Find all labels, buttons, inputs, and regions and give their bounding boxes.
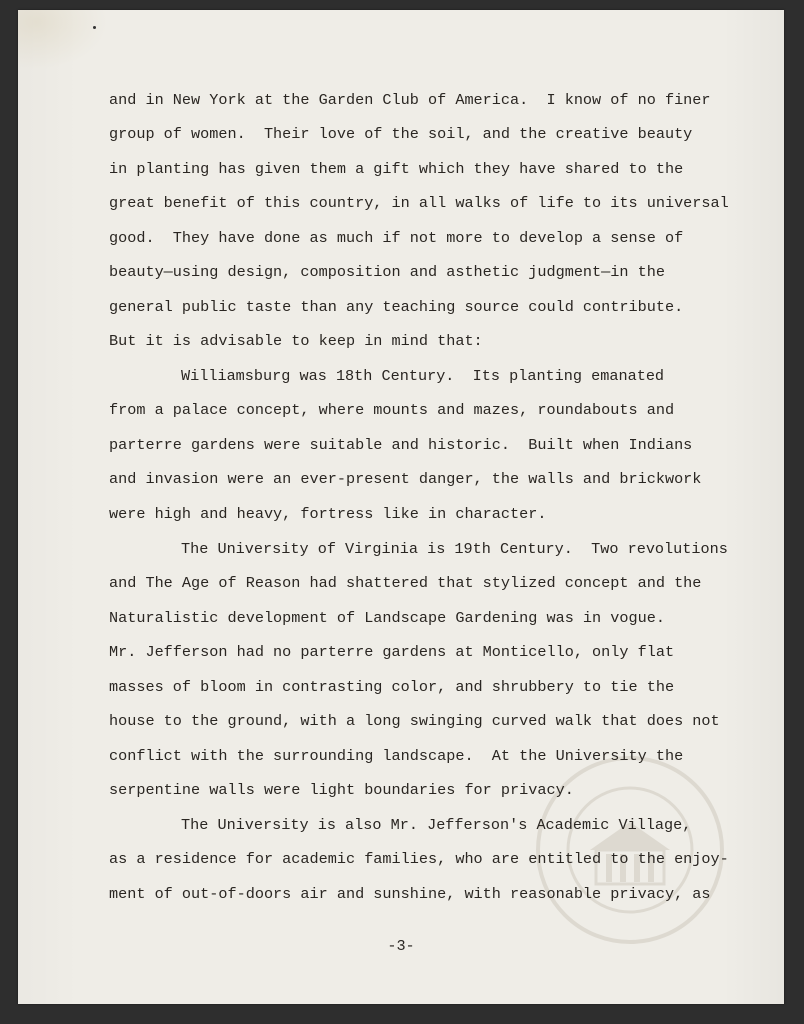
text-line: and in New York at the Garden Club of America. I know of no finer: [109, 91, 711, 109]
text-line: good. They have done as much if not more to develop a sense of: [109, 229, 684, 247]
text-line: Williamsburg was 18th Century. Its planting emanated: [181, 367, 665, 385]
text-line: great benefit of this country, in all walks of life to its universal: [109, 194, 729, 212]
text-line: in planting has given them a gift which they have shared to the: [109, 160, 684, 178]
text-line: were high and heavy, fortress like in character.: [109, 505, 547, 523]
text-line: serpentine walls were light boundaries for privacy.: [109, 781, 574, 799]
text-line: group of women. Their love of the soil, and the creative beauty: [109, 125, 693, 143]
document-page: [18, 10, 784, 1004]
document-body: [18, 10, 784, 1004]
text-line: parterre gardens were suitable and historic. Built when Indians: [109, 436, 693, 454]
text-line: and invasion were an ever-present danger, the walls and brickwork: [109, 470, 702, 488]
text-line: masses of bloom in contrasting color, and shrubbery to tie the: [109, 678, 675, 696]
text-line: ment of out-of-doors air and sunshine, with reasonable privacy, as: [109, 885, 711, 903]
page-number: -3-: [387, 937, 415, 955]
text-line: The University is also Mr. Jefferson's Academic Village,: [181, 816, 692, 834]
text-line: house to the ground, with a long swinging curved walk that does not: [109, 712, 720, 730]
text-line: beauty—using design, composition and asthetic judgment—in the: [109, 263, 665, 281]
text-line: But it is advisable to keep in mind that:: [109, 332, 483, 350]
text-line: general public taste than any teaching source could contribute.: [109, 298, 684, 316]
text-line: as a residence for academic families, who are entitled to the enjoy-: [109, 850, 729, 868]
text-line: and The Age of Reason had shattered that stylized concept and the: [109, 574, 702, 592]
text-line: from a palace concept, where mounts and mazes, roundabouts and: [109, 401, 675, 419]
text-line: The University of Virginia is 19th Century. Two revolutions: [181, 540, 728, 558]
text-line: Mr. Jefferson had no parterre gardens at Monticello, only flat: [109, 643, 675, 661]
text-line: conflict with the surrounding landscape. At the University the: [109, 747, 684, 765]
text-line: Naturalistic development of Landscape Gardening was in vogue.: [109, 609, 665, 627]
